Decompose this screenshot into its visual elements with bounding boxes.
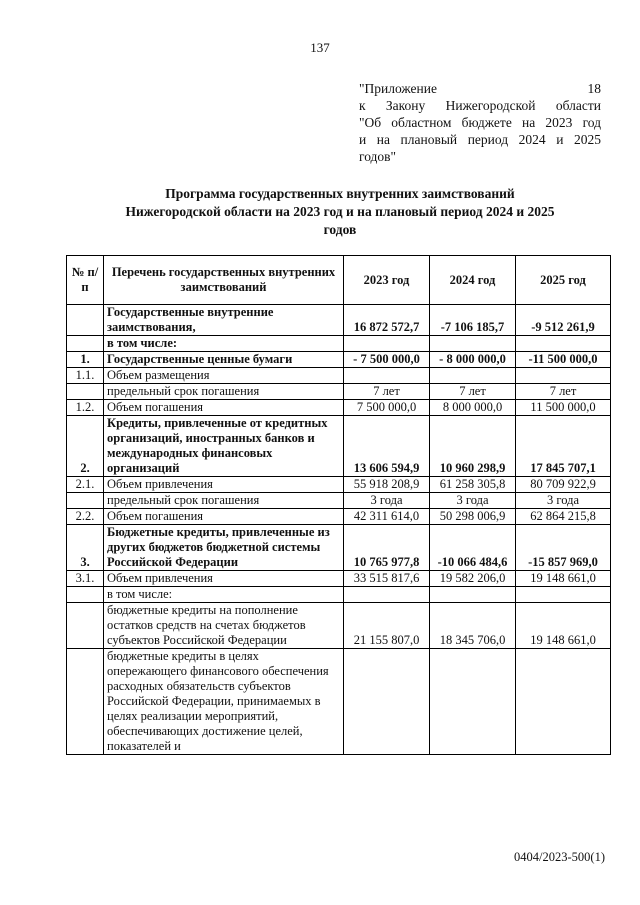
row-name: Объем привлечения <box>104 571 344 587</box>
row-name: предельный срок погашения <box>104 493 344 509</box>
header-2023: 2023 год <box>344 256 430 305</box>
document-title <box>60 185 620 239</box>
row-name: Объем погашения <box>104 509 344 525</box>
row-num: 1. <box>67 352 104 368</box>
row-num: 2.2. <box>67 509 104 525</box>
row-num: 2.1. <box>67 477 104 493</box>
value-2025: 17 845 707,1 <box>516 416 611 477</box>
table-row <box>67 649 611 755</box>
row-num: 1.1. <box>67 368 104 384</box>
value-2024: - 8 000 000,0 <box>430 352 516 368</box>
table-row <box>67 336 611 352</box>
row-name: Государственные ценные бумаги <box>104 352 344 368</box>
value-2024: 18 345 706,0 <box>430 603 516 649</box>
table-row <box>67 352 611 368</box>
borrowing-program-table <box>66 255 611 755</box>
row-name: Объем погашения <box>104 400 344 416</box>
value-2024: 61 258 305,8 <box>430 477 516 493</box>
row-num: 2. <box>67 416 104 477</box>
value-2025 <box>516 336 611 352</box>
title-line: Программа государственных внутренних заимствований <box>165 186 515 201</box>
row-name: предельный срок погашения <box>104 384 344 400</box>
row-num <box>67 493 104 509</box>
header-num: № п/п <box>67 256 104 305</box>
row-num <box>67 336 104 352</box>
table-row <box>67 305 611 336</box>
value-2023: 21 155 807,0 <box>344 603 430 649</box>
value-2023: 13 606 594,9 <box>344 416 430 477</box>
row-num <box>67 649 104 755</box>
value-2023: 7 лет <box>344 384 430 400</box>
row-num <box>67 384 104 400</box>
appendix-line: и на плановый период 2024 и 2025 <box>359 132 601 147</box>
value-2025 <box>516 649 611 755</box>
value-2023: 55 918 208,9 <box>344 477 430 493</box>
value-2023: - 7 500 000,0 <box>344 352 430 368</box>
row-name: Кредиты, привлеченные от кредитных организаций, иностранных банков и международных финансовых организаций <box>104 416 344 477</box>
value-2025: -15 857 969,0 <box>516 525 611 571</box>
value-2023: 16 872 572,7 <box>344 305 430 336</box>
table-row <box>67 400 611 416</box>
value-2025: 3 года <box>516 493 611 509</box>
value-2025: 62 864 215,8 <box>516 509 611 525</box>
value-2023 <box>344 336 430 352</box>
value-2024 <box>430 649 516 755</box>
table-row <box>67 571 611 587</box>
value-2024: 7 лет <box>430 384 516 400</box>
value-2024 <box>430 336 516 352</box>
row-num <box>67 587 104 603</box>
table-row <box>67 587 611 603</box>
value-2023 <box>344 368 430 384</box>
table-header-row <box>67 256 611 305</box>
value-2024: 3 года <box>430 493 516 509</box>
value-2025: -11 500 000,0 <box>516 352 611 368</box>
title-line: годов <box>323 222 357 237</box>
table-row <box>67 416 611 477</box>
value-2024 <box>430 368 516 384</box>
value-2024: -7 106 185,7 <box>430 305 516 336</box>
value-2023: 33 515 817,6 <box>344 571 430 587</box>
value-2024: -10 066 484,6 <box>430 525 516 571</box>
value-2025: 80 709 922,9 <box>516 477 611 493</box>
row-name: в том числе: <box>104 336 344 352</box>
row-num: 3.1. <box>67 571 104 587</box>
value-2025: -9 512 261,9 <box>516 305 611 336</box>
value-2024: 19 582 206,0 <box>430 571 516 587</box>
table-row <box>67 477 611 493</box>
value-2023: 7 500 000,0 <box>344 400 430 416</box>
table-row <box>67 384 611 400</box>
row-name: Бюджетные кредиты, привлеченные из других бюджетов бюджетной системы Российской Федерации <box>104 525 344 571</box>
appendix-line: годов" <box>359 149 397 164</box>
header-2025: 2025 год <box>516 256 611 305</box>
table-row <box>67 493 611 509</box>
row-num <box>67 603 104 649</box>
value-2025: 11 500 000,0 <box>516 400 611 416</box>
value-2024 <box>430 587 516 603</box>
row-name: Государственные внутренние заимствования, <box>104 305 344 336</box>
header-2024: 2024 год <box>430 256 516 305</box>
document-code: 0404/2023-500(1) <box>514 850 605 864</box>
value-2023 <box>344 587 430 603</box>
row-name: Объем привлечения <box>104 477 344 493</box>
header-name: Перечень государственных внутренних заимствований <box>104 256 344 305</box>
row-name: бюджетные кредиты в целях опережающего финансового обеспечения расходных обязательств субъектов Российской Федерации, принимаемых в целях реализации мероприятий, обеспечивающих достижение целей, показателей и <box>104 649 344 755</box>
value-2024: 10 960 298,9 <box>430 416 516 477</box>
value-2023: 10 765 977,8 <box>344 525 430 571</box>
table-row <box>67 525 611 571</box>
row-name: Объем размещения <box>104 368 344 384</box>
value-2023: 3 года <box>344 493 430 509</box>
value-2025: 19 148 661,0 <box>516 571 611 587</box>
value-2025: 7 лет <box>516 384 611 400</box>
value-2023 <box>344 649 430 755</box>
page-number: 137 <box>310 40 330 55</box>
appendix-header <box>359 80 601 165</box>
appendix-line: "Об областном бюджете на 2023 год <box>359 115 601 130</box>
row-num: 3. <box>67 525 104 571</box>
row-num: 1.2. <box>67 400 104 416</box>
value-2025: 19 148 661,0 <box>516 603 611 649</box>
value-2024: 50 298 006,9 <box>430 509 516 525</box>
row-name: в том числе: <box>104 587 344 603</box>
title-line: Нижегородской области на 2023 год и на плановый период 2024 и 2025 <box>125 204 555 219</box>
row-num <box>67 305 104 336</box>
row-name: бюджетные кредиты на пополнение остатков средств на счетах бюджетов субъектов Российской Федерации <box>104 603 344 649</box>
table-row <box>67 368 611 384</box>
value-2024: 8 000 000,0 <box>430 400 516 416</box>
appendix-line: "Приложение 18 <box>359 81 601 96</box>
table-row <box>67 509 611 525</box>
appendix-line: к Закону Нижегородской области <box>359 98 601 113</box>
value-2025 <box>516 587 611 603</box>
value-2023: 42 311 614,0 <box>344 509 430 525</box>
table-row <box>67 603 611 649</box>
value-2025 <box>516 368 611 384</box>
